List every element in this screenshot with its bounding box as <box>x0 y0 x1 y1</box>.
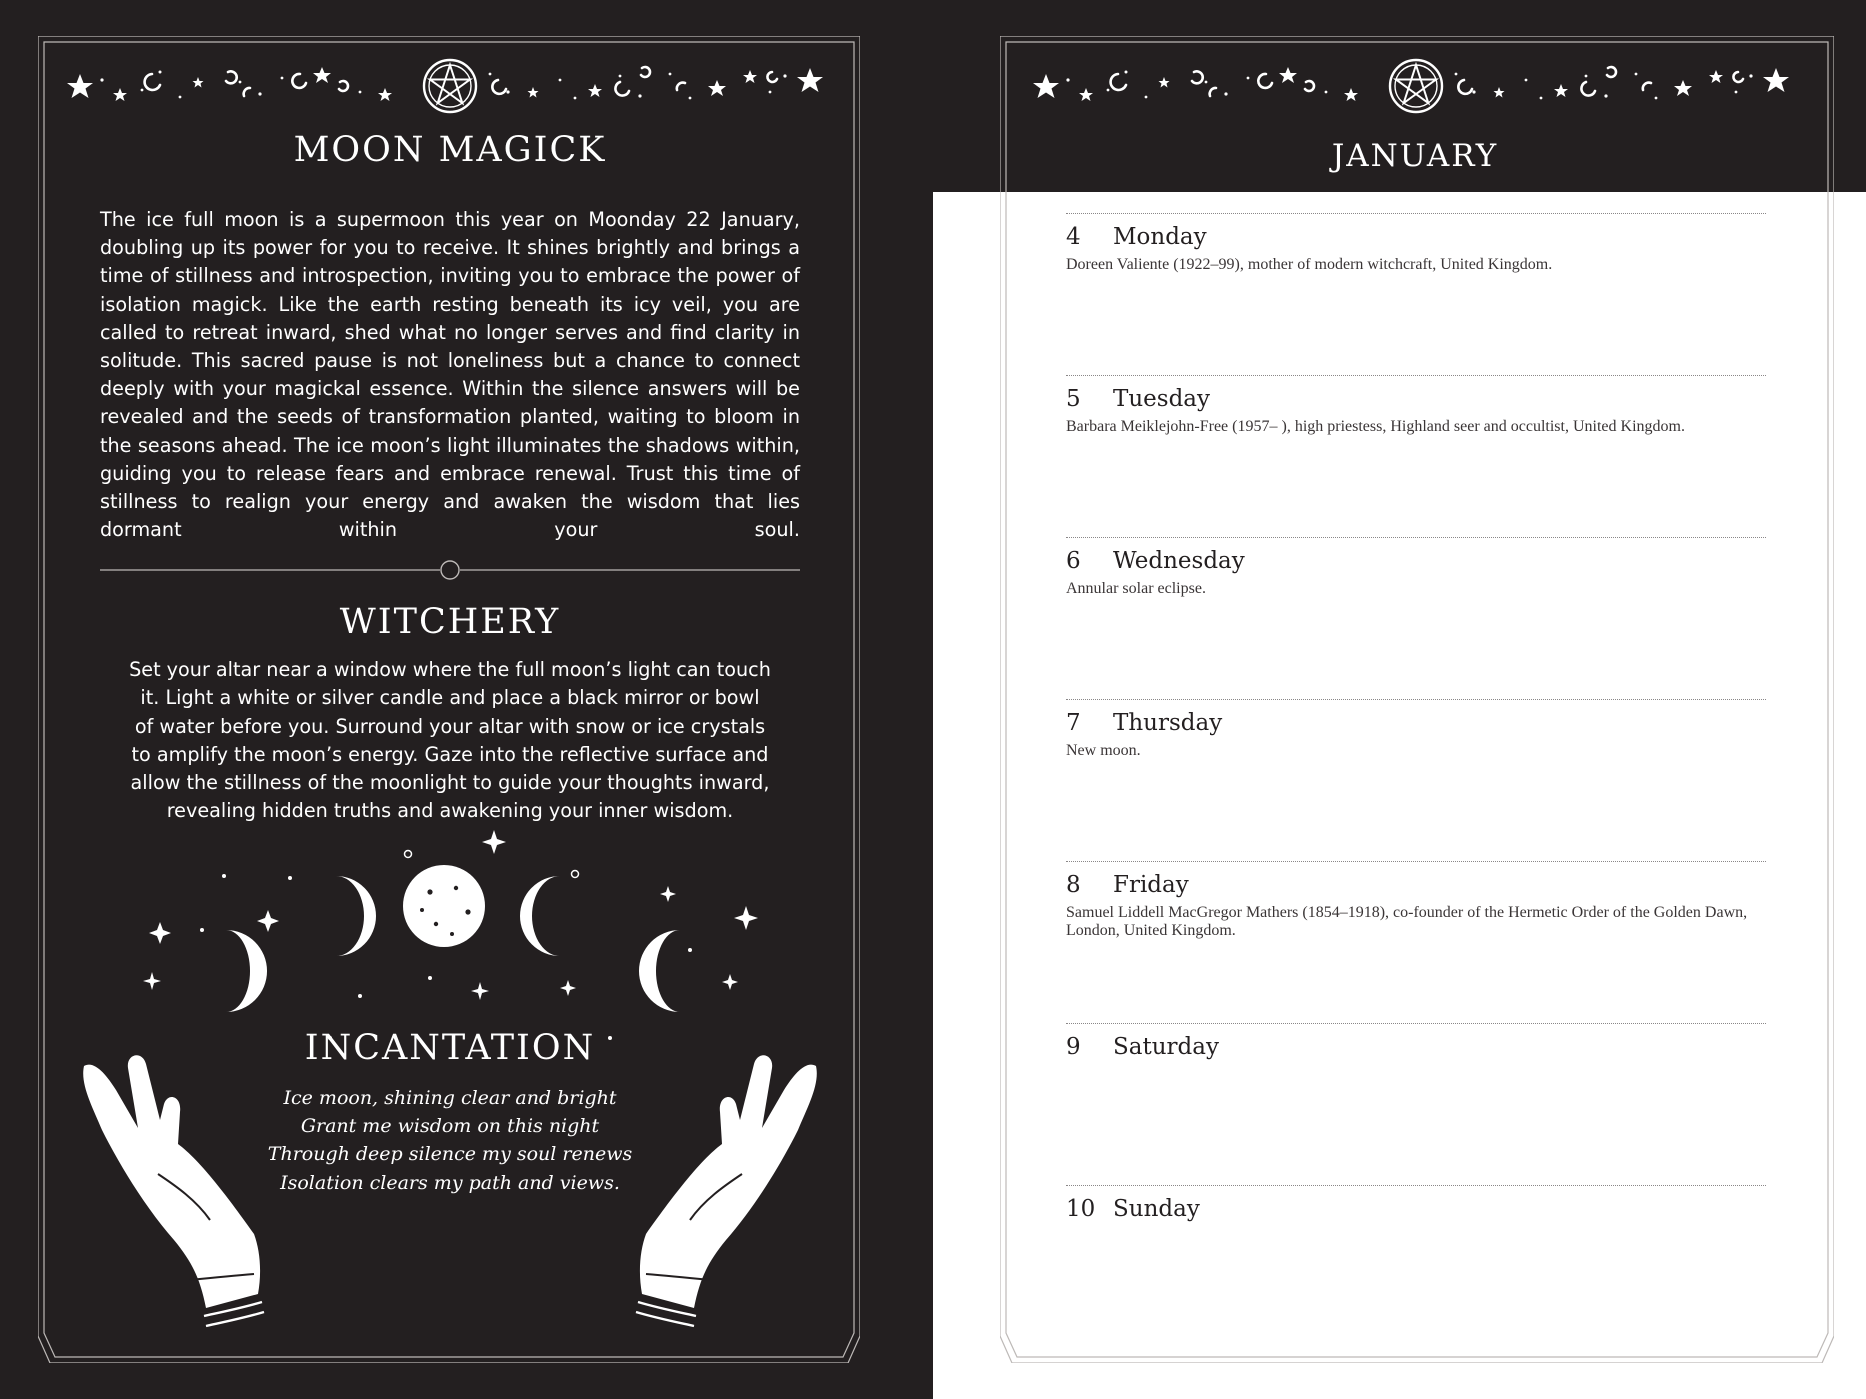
witchery-line: Set your altar near a window where the full moon’s light can touch <box>129 658 771 681</box>
moon-magick-body <box>100 206 800 544</box>
left-open-hand-icon <box>80 1040 330 1340</box>
moon-phases-icon <box>130 830 770 1050</box>
day-name: Wednesday <box>1113 548 1245 574</box>
day-number: 7 <box>1066 710 1081 736</box>
day-heading <box>1066 1034 1766 1060</box>
day-entry-wednesday <box>1066 548 1766 598</box>
moon-magick-paragraph: The ice full moon is a supermoon this year on Moonday 22 January, doubling up its power for you to receive. It shines brightly and brings a time of stillness and introspection, inviting you to embrace the power of isolation magick. Like the earth resting beneath its icy veil, you are called to retreat inward, shed what no longer serves and find clarity in solitude. This sacred pause is not loneliness but a chance to connect deeply with your magickal essence. Within the silence answers will be revealed and the seeds of transformation planted, waiting to bloom in the seasons ahead. The ice moon’s light illuminates the shadows within, guiding you to release fears and embrace renewal. Trust this time of stillness to realign your energy and awaken the wisdom that lies dormant within your soul. <box>100 208 800 542</box>
day-entry-saturday <box>1066 1034 1766 1066</box>
day-entry-sunday <box>1066 1196 1766 1228</box>
incantation-title: INCANTATION <box>304 1028 596 1068</box>
day-separator <box>1066 537 1766 538</box>
incantation-line: Isolation clears my path and views. <box>280 1171 620 1194</box>
day-name: Tuesday <box>1113 386 1210 412</box>
incantation-line: Ice moon, shining clear and bright <box>283 1087 617 1109</box>
witchery-line: allow the stillness of the moonlight to guide your thoughts inward, <box>130 771 770 795</box>
day-separator <box>1066 213 1766 214</box>
day-separator <box>1066 1023 1766 1024</box>
month-title: JANUARY <box>1331 138 1499 174</box>
witchery-body <box>110 656 790 826</box>
day-heading <box>1066 224 1766 250</box>
day-separator <box>1066 699 1766 700</box>
day-number: 4 <box>1066 224 1081 250</box>
witchery-line: it. Light a white or silver candle and place a black mirror or bowl <box>140 686 760 710</box>
day-number: 9 <box>1066 1034 1081 1060</box>
day-entry-friday <box>1066 872 1766 940</box>
day-note: Annular solar eclipse. <box>1066 580 1206 597</box>
star-moon-border-icon <box>60 52 840 124</box>
day-number: 8 <box>1066 872 1081 898</box>
witchery-line: to amplify the moon’s energy. Gaze into the reflective surface and <box>131 742 769 766</box>
day-number: 10 <box>1066 1196 1096 1222</box>
day-heading <box>1066 548 1766 574</box>
day-note: Doreen Valiente (1922–99), mother of modern witchcraft, United Kingdom. <box>1066 256 1553 273</box>
day-number: 5 <box>1066 386 1081 412</box>
day-heading <box>1066 710 1766 736</box>
day-name: Friday <box>1113 872 1189 898</box>
incantation-line: Through deep silence my soul renews <box>267 1143 633 1166</box>
moon-magick-title: MOON MAGICK <box>293 130 607 170</box>
day-separator <box>1066 861 1766 862</box>
day-heading <box>1066 386 1766 412</box>
witchery-title: WITCHERY <box>339 602 561 642</box>
day-note: Barbara Meiklejohn-Free (1957– ), high priestess, Highland seer and occultist, United Kingdom. <box>1066 418 1685 435</box>
witchery-line: of water before you. Surround your altar with snow or ice crystals <box>134 714 766 738</box>
day-entry-tuesday <box>1066 386 1766 436</box>
day-name: Monday <box>1113 224 1207 250</box>
day-note: New moon. <box>1066 742 1141 759</box>
incantation-line: Grant me wisdom on this night <box>300 1115 600 1138</box>
day-separator <box>1066 1185 1766 1186</box>
day-note: Samuel Liddell MacGregor Mathers (1854–1918), co-founder of the Hermetic Order of the Golden Dawn, London, United Kingdom. <box>1066 904 1748 939</box>
section-divider <box>100 558 800 582</box>
day-entry-monday <box>1066 224 1766 274</box>
star-moon-border-icon <box>1026 52 1806 124</box>
day-name: Saturday <box>1113 1034 1219 1060</box>
day-name: Thursday <box>1113 710 1223 736</box>
day-separator <box>1066 375 1766 376</box>
day-heading <box>1066 1196 1766 1222</box>
day-heading <box>1066 872 1766 898</box>
day-name: Sunday <box>1113 1196 1200 1222</box>
right-open-hand-icon <box>570 1040 820 1340</box>
witchery-line: revealing hidden truths and awakening your inner wisdom. <box>166 799 734 823</box>
day-number: 6 <box>1066 548 1081 574</box>
day-entry-thursday <box>1066 710 1766 760</box>
